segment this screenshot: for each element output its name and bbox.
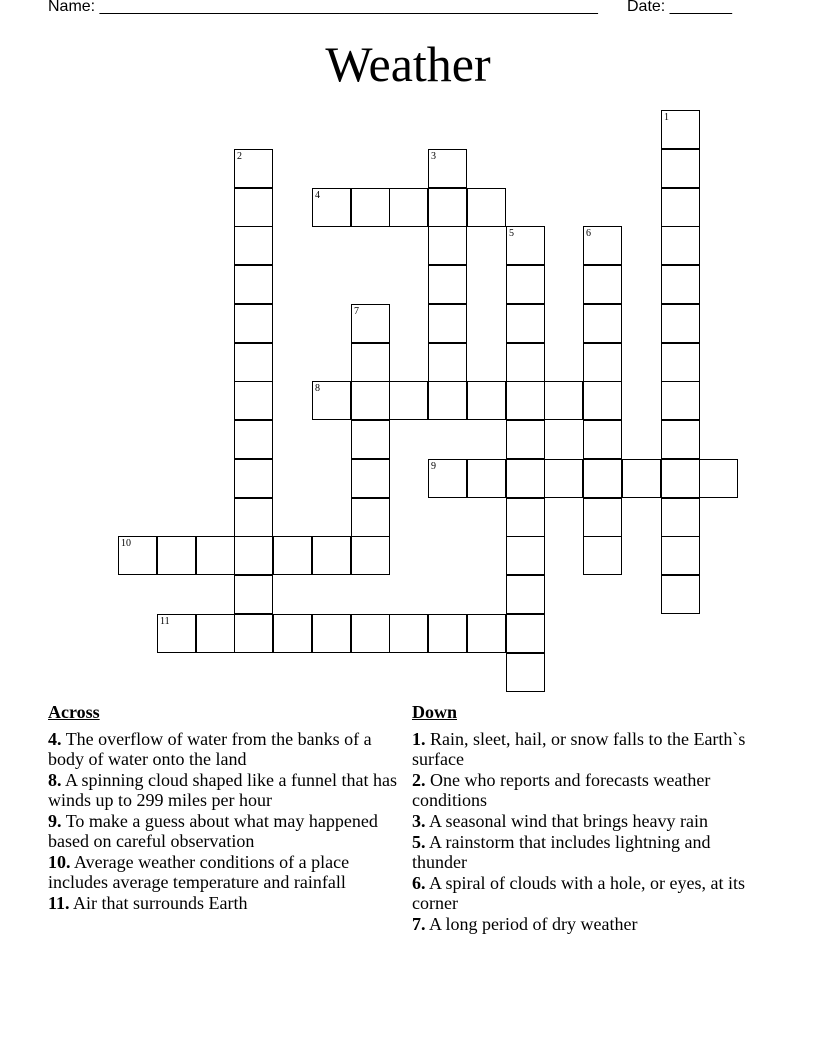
- clue-text: Rain, sleet, hail, or snow falls to the Earth`s surface: [412, 729, 746, 769]
- crossword-cell[interactable]: [661, 343, 700, 382]
- crossword-cell[interactable]: [234, 149, 273, 188]
- crossword-cell[interactable]: [312, 536, 351, 575]
- crossword-cell[interactable]: [583, 343, 622, 382]
- clue-number: 2.: [412, 770, 426, 790]
- clue-text: One who reports and forecasts weather conditions: [412, 770, 711, 810]
- crossword-cell[interactable]: [583, 381, 622, 420]
- cell-number: 3: [431, 151, 436, 162]
- name-field-label: Name: ________________________________________________________: [48, 0, 598, 15]
- cell-number: 4: [315, 190, 320, 201]
- crossword-cell[interactable]: [583, 304, 622, 343]
- cell-number: 11: [160, 616, 170, 627]
- crossword-cell[interactable]: [661, 498, 700, 537]
- crossword-cell[interactable]: [661, 536, 700, 575]
- crossword-cell[interactable]: [428, 381, 467, 420]
- crossword-cell[interactable]: [389, 614, 428, 653]
- crossword-cell[interactable]: [622, 459, 661, 498]
- crossword-cell[interactable]: [506, 575, 545, 614]
- crossword-cell[interactable]: [234, 188, 273, 227]
- clue-text: Average weather conditions of a place includes average temperature and rainfall: [48, 852, 350, 892]
- crossword-cell[interactable]: [467, 614, 506, 653]
- crossword-cell[interactable]: [661, 110, 700, 149]
- clue-down-6: [412, 873, 764, 913]
- clue-down-7: [412, 914, 764, 934]
- crossword-cell[interactable]: [428, 614, 467, 653]
- crossword-cell[interactable]: [428, 188, 467, 227]
- crossword-cell[interactable]: [157, 536, 196, 575]
- cell-number: 8: [315, 383, 320, 394]
- crossword-cell[interactable]: [234, 575, 273, 614]
- crossword-cell[interactable]: [506, 420, 545, 459]
- clue-text: A seasonal wind that brings heavy rain: [429, 811, 708, 831]
- crossword-cell[interactable]: [273, 614, 312, 653]
- clue-across-9: [48, 811, 400, 851]
- clue-text: The overflow of water from the banks of a body of water onto the land: [48, 729, 372, 769]
- crossword-cell[interactable]: [661, 226, 700, 265]
- crossword-cell[interactable]: [351, 304, 390, 343]
- crossword-cell[interactable]: [661, 420, 700, 459]
- crossword-cell[interactable]: [428, 459, 467, 498]
- crossword-cell[interactable]: [196, 614, 235, 653]
- clue-down-1: [412, 729, 764, 769]
- crossword-cell[interactable]: [428, 343, 467, 382]
- crossword-cell[interactable]: [234, 536, 273, 575]
- cell-number: 6: [586, 228, 591, 239]
- across-heading: Across: [48, 702, 100, 722]
- clue-number: 11.: [48, 893, 70, 913]
- crossword-cell[interactable]: [583, 498, 622, 537]
- clue-number: 1.: [412, 729, 426, 749]
- crossword-cell[interactable]: [389, 381, 428, 420]
- clue-down-2: [412, 770, 764, 810]
- crossword-cell[interactable]: [661, 575, 700, 614]
- clue-number: 5.: [412, 832, 426, 852]
- crossword-cell[interactable]: [351, 459, 390, 498]
- crossword-cell[interactable]: [351, 536, 390, 575]
- crossword-cell[interactable]: [428, 149, 467, 188]
- crossword-cell[interactable]: [234, 498, 273, 537]
- crossword-cell[interactable]: [506, 381, 545, 420]
- crossword-cell[interactable]: [351, 614, 390, 653]
- crossword-cell[interactable]: [583, 459, 622, 498]
- crossword-cell[interactable]: [467, 188, 506, 227]
- crossword-cell[interactable]: [351, 188, 390, 227]
- down-clues: [412, 702, 764, 935]
- crossword-cell[interactable]: [351, 420, 390, 459]
- clue-across-10: [48, 852, 400, 892]
- clue-across-11: [48, 893, 400, 913]
- clue-text: To make a guess about what may happened based on careful observation: [48, 811, 378, 851]
- crossword-cell[interactable]: [506, 226, 545, 265]
- across-clues: [48, 702, 400, 914]
- clue-text: A long period of dry weather: [429, 914, 638, 934]
- crossword-cell[interactable]: [428, 265, 467, 304]
- clue-number: 7.: [412, 914, 426, 934]
- crossword-cell[interactable]: [506, 653, 545, 692]
- cell-number: 10: [121, 538, 131, 549]
- crossword-cell[interactable]: [506, 304, 545, 343]
- crossword-cell[interactable]: [583, 420, 622, 459]
- crossword-cell[interactable]: [234, 614, 273, 653]
- clue-number: 3.: [412, 811, 426, 831]
- clue-across-8: [48, 770, 400, 810]
- cell-number: 5: [509, 228, 514, 239]
- crossword-cell[interactable]: [312, 614, 351, 653]
- crossword-cell[interactable]: [583, 226, 622, 265]
- crossword-cell[interactable]: [351, 343, 390, 382]
- crossword-cell[interactable]: [389, 188, 428, 227]
- crossword-cell[interactable]: [157, 614, 196, 653]
- clue-text: Air that surrounds Earth: [73, 893, 248, 913]
- clue-number: 10.: [48, 852, 71, 872]
- crossword-cell[interactable]: [661, 304, 700, 343]
- clue-text: A spinning cloud shaped like a funnel that has winds up to 299 miles per hour: [48, 770, 397, 810]
- crossword-cell[interactable]: [506, 265, 545, 304]
- cell-number: 1: [664, 112, 669, 123]
- crossword-cell[interactable]: [544, 381, 583, 420]
- clue-down-5: [412, 832, 764, 872]
- clue-number: 9.: [48, 811, 62, 831]
- crossword-cell[interactable]: [234, 420, 273, 459]
- crossword-cell[interactable]: [234, 381, 273, 420]
- crossword-cell[interactable]: [312, 381, 351, 420]
- crossword-cell[interactable]: [118, 536, 157, 575]
- crossword-cell[interactable]: [583, 536, 622, 575]
- crossword-cell[interactable]: [661, 265, 700, 304]
- crossword-cell[interactable]: [467, 459, 506, 498]
- crossword-cell[interactable]: [234, 304, 273, 343]
- crossword-cell[interactable]: [661, 188, 700, 227]
- crossword-cell[interactable]: [506, 459, 545, 498]
- cell-number: 7: [354, 306, 359, 317]
- crossword-cell[interactable]: [506, 614, 545, 653]
- crossword-cell[interactable]: [312, 188, 351, 227]
- clue-text: A spiral of clouds with a hole, or eyes, at its corner: [412, 873, 745, 913]
- crossword-cell[interactable]: [544, 459, 583, 498]
- crossword-cell[interactable]: [506, 343, 545, 382]
- crossword-cell[interactable]: [661, 149, 700, 188]
- crossword-cell[interactable]: [661, 459, 700, 498]
- clue-text: A rainstorm that includes lightning and thunder: [412, 832, 711, 872]
- crossword-cell[interactable]: [196, 536, 235, 575]
- date-field-label: Date: _______: [627, 0, 732, 15]
- crossword-cell[interactable]: [583, 265, 622, 304]
- crossword-cell[interactable]: [506, 536, 545, 575]
- clue-number: 4.: [48, 729, 62, 749]
- down-heading: Down: [412, 702, 458, 722]
- cell-number: 2: [237, 151, 242, 162]
- crossword-cell[interactable]: [661, 381, 700, 420]
- clue-number: 8.: [48, 770, 62, 790]
- crossword-cell[interactable]: [428, 226, 467, 265]
- page-title: Weather: [325, 36, 491, 92]
- crossword-cell[interactable]: [351, 381, 390, 420]
- clue-number: 6.: [412, 873, 426, 893]
- crossword-cell[interactable]: [506, 498, 545, 537]
- crossword-cell[interactable]: [234, 343, 273, 382]
- crossword-cell[interactable]: [351, 498, 390, 537]
- crossword-cell[interactable]: [699, 459, 738, 498]
- crossword-cell[interactable]: [234, 459, 273, 498]
- crossword-cell[interactable]: [467, 381, 506, 420]
- cell-number: 9: [431, 461, 436, 472]
- clue-across-4: [48, 729, 400, 769]
- crossword-cell[interactable]: [428, 304, 467, 343]
- crossword-cell[interactable]: [234, 226, 273, 265]
- clue-down-3: [412, 811, 764, 831]
- crossword-cell[interactable]: [273, 536, 312, 575]
- crossword-cell[interactable]: [234, 265, 273, 304]
